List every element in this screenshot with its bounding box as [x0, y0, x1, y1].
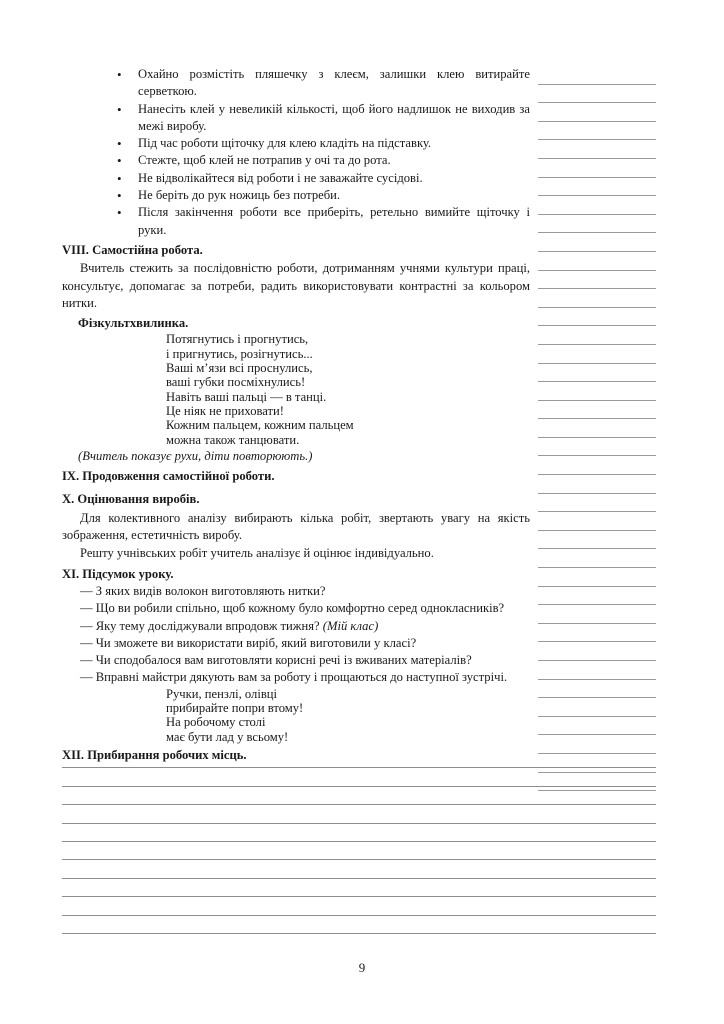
note-line — [62, 879, 656, 897]
note-line — [538, 494, 656, 513]
stage-direction: (Вчитель показує рухи, діти повторюють.) — [78, 448, 313, 463]
poem-line: і пригнутись, розігнутись... — [166, 346, 313, 361]
poem-line: Ручки, пензлі, олівці — [166, 686, 278, 701]
note-line — [62, 805, 656, 823]
note-line — [538, 717, 656, 736]
safety-rules-list — [62, 66, 530, 239]
note-line — [62, 787, 656, 805]
note-line — [538, 512, 656, 531]
note-line — [538, 271, 656, 290]
note-line — [538, 178, 656, 197]
list-item: • Не беріть до рук ножиць без потреби. — [62, 187, 530, 204]
note-line — [62, 842, 656, 860]
poem — [62, 332, 530, 446]
note-line — [538, 252, 656, 271]
note-line — [538, 587, 656, 606]
note-line — [62, 897, 656, 915]
dialog-line: — Чи зможете ви використати виріб, який виготовили у класі? — [80, 635, 417, 650]
main-text-column — [62, 66, 530, 764]
note-line — [538, 642, 656, 661]
note-line — [538, 624, 656, 643]
note-line — [538, 698, 656, 717]
poem-line: На робочому столі — [166, 715, 266, 730]
poem-line: Ваші м’язи всі проснулись, — [166, 361, 313, 376]
answer-note: (Мій клас) — [322, 618, 379, 633]
section-heading: XI. Підсумок уроку. — [62, 566, 174, 581]
poem-line: ваші губки посміхнулись! — [166, 375, 306, 390]
subheading: Фізкультхвилинка. — [78, 316, 189, 331]
note-line — [62, 860, 656, 878]
note-line — [538, 159, 656, 178]
list-item: • Охайно розмістіть пляшечку з клеєм, залишки клею витирайте серветкою. — [62, 66, 530, 101]
note-line — [538, 438, 656, 457]
note-line — [538, 345, 656, 364]
list-item: • Під час роботи щіточку для клею кладіть на підставку. — [62, 135, 530, 152]
dialog-text: — Яку тему досліджували впродовж тижня? — [80, 618, 320, 633]
note-line — [538, 103, 656, 122]
poem-line: прибирайте попри втому! — [166, 700, 304, 715]
paragraph: Для колективного аналізу вибирають кілька робіт, звертають увагу на якість зображення, естетичність виробу. — [62, 510, 530, 543]
poem-line: можна також танцювати. — [166, 432, 300, 447]
note-line — [538, 233, 656, 252]
note-line — [538, 456, 656, 475]
paragraph: Решту учнівських робіт учитель аналізує й оцінює індивідуально. — [80, 546, 434, 561]
dialog-line: — З яких видів волокон виготовляють нитки? — [80, 583, 326, 598]
poem-line: Кожним пальцем, кожним пальцем — [166, 418, 354, 433]
note-line — [538, 308, 656, 327]
bottom-note-lines — [62, 750, 656, 934]
poem-line: Навіть ваші пальці — в танці. — [166, 389, 327, 404]
section-heading: IX. Продовження самостійної роботи. — [62, 469, 275, 484]
page-number: 9 — [358, 960, 366, 975]
section-heading: XII. Прибирання робочих місць. — [62, 747, 247, 762]
note-line — [538, 531, 656, 550]
note-line — [538, 364, 656, 383]
poem-line: має бути лад у всьому! — [166, 729, 289, 744]
note-line — [62, 824, 656, 842]
poem-line: Це ніяк не приховати! — [166, 403, 284, 418]
note-line — [62, 750, 656, 768]
dialog-line: — Чи сподобалося вам виготовляти корисні речі із вживаних матеріалів? — [80, 653, 472, 668]
dialog-line — [62, 618, 530, 635]
note-line — [538, 661, 656, 680]
note-line — [538, 475, 656, 494]
note-line — [538, 196, 656, 215]
dialog-line: — Що ви робили спільно, щоб кожному було комфортно серед однокласників? — [80, 601, 505, 616]
note-line — [538, 85, 656, 104]
note-line — [538, 66, 656, 85]
paragraph: Вчитель стежить за послідовністю роботи, дотриманням учнями культури праці, консультує, допомагає за потреби, радить використовувати контрастні за кольором нитки. — [62, 261, 530, 310]
poem-line: Потягнутись і прогнутись, — [166, 332, 309, 347]
note-line — [538, 401, 656, 420]
note-line — [538, 568, 656, 587]
note-line — [538, 549, 656, 568]
section-heading: X. Оцінювання виробів. — [62, 492, 200, 507]
list-item: • Після закінчення роботи все приберіть, ретельно вимийте щіточку і руки. — [62, 204, 530, 239]
section-heading: VIII. Самостійна робота. — [62, 242, 203, 257]
list-item: • Нанесіть клей у невеликій кількості, щоб його надлишок не виходив за межі виробу. — [62, 101, 530, 136]
note-line — [62, 916, 656, 934]
list-item: • Не відволікайтеся від роботи і не заважайте сусідові. — [62, 170, 530, 187]
note-line — [538, 122, 656, 141]
note-line — [538, 419, 656, 438]
margin-note-lines — [538, 66, 656, 791]
note-line — [538, 382, 656, 401]
note-line — [538, 680, 656, 699]
note-line — [538, 289, 656, 308]
dialog — [62, 583, 530, 687]
note-line — [538, 605, 656, 624]
dialog-line: — Вправні майстри дякують вам за роботу і прощаються до наступної зустрічі. — [80, 670, 508, 685]
note-line — [538, 326, 656, 345]
note-line — [538, 215, 656, 234]
list-item: • Стежте, щоб клей не потрапив у очі та до рота. — [62, 152, 530, 169]
note-line — [62, 768, 656, 786]
note-line — [538, 140, 656, 159]
poem — [62, 687, 530, 744]
